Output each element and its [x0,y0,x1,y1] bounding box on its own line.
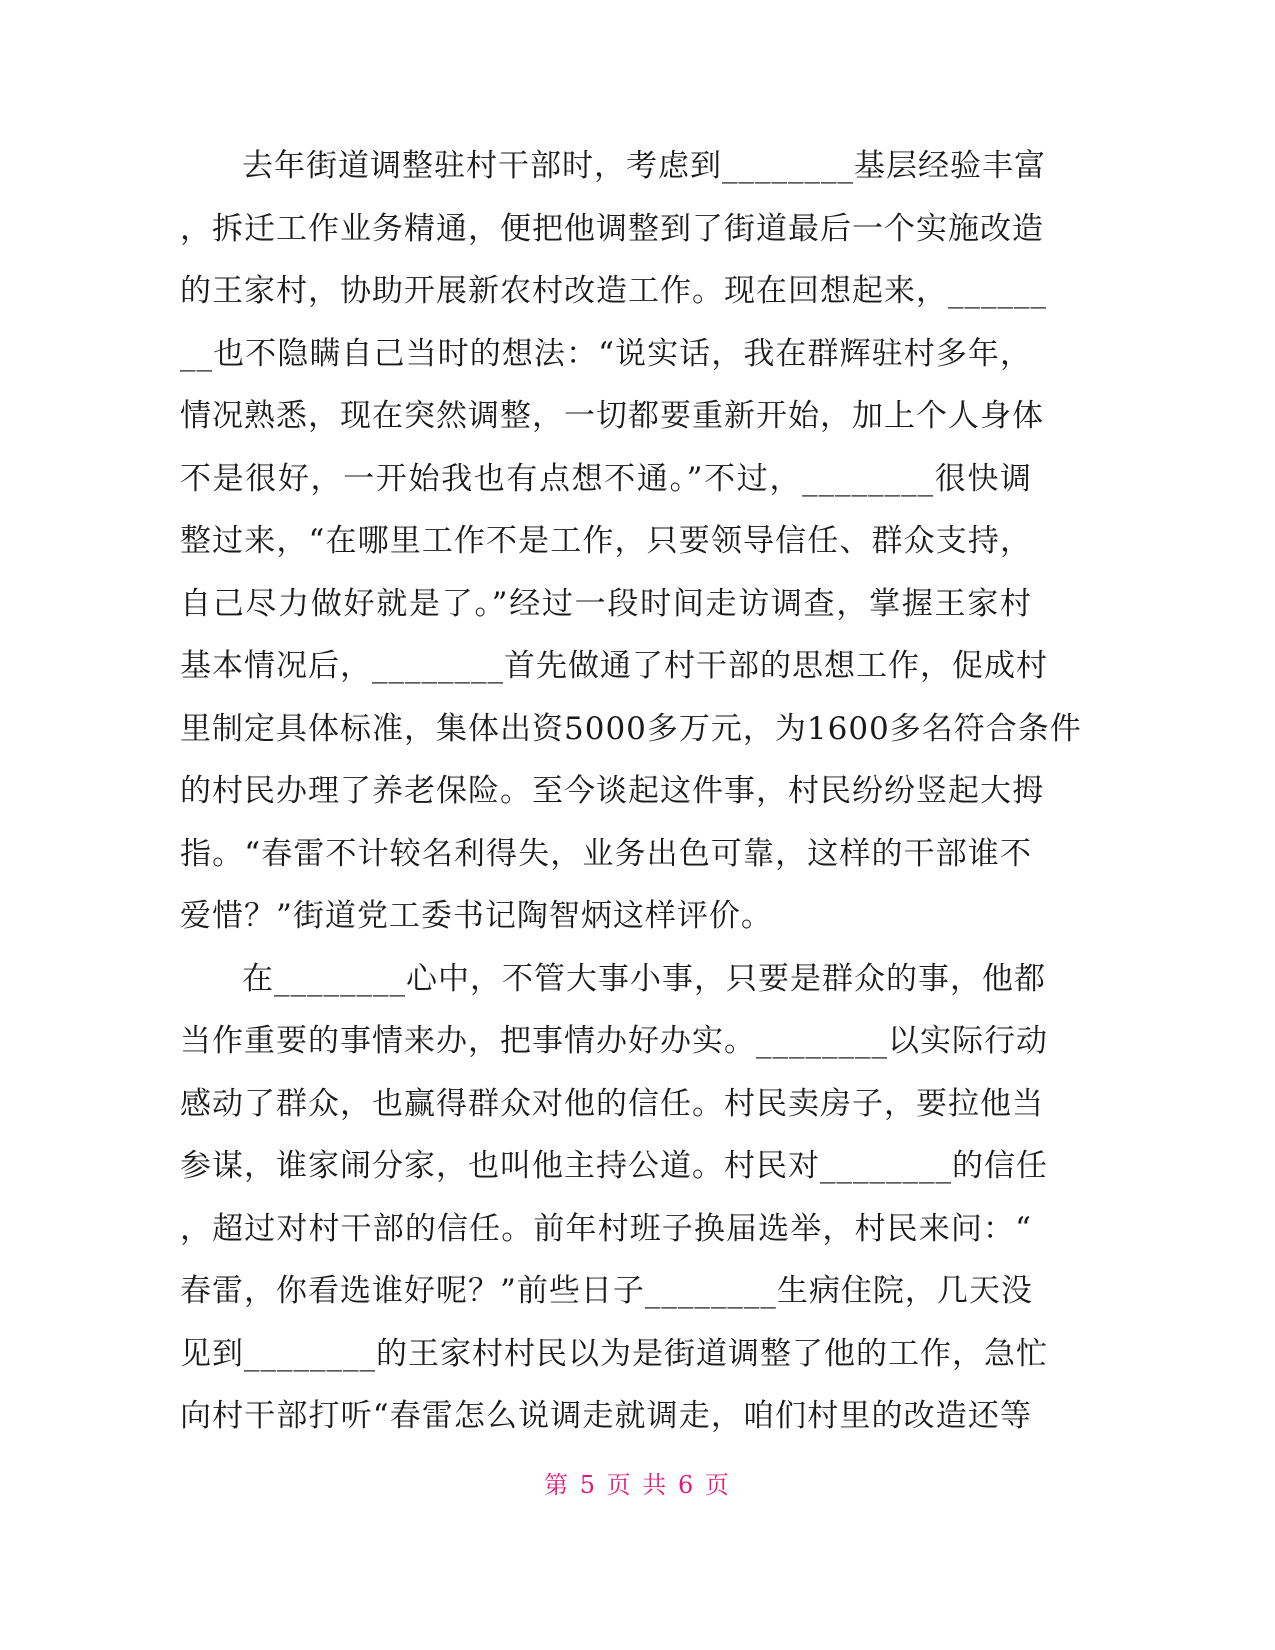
paragraph-1-line-6: 不是很好，一开始我也有点想不通。”不过，________很快调 [180,460,1032,497]
paragraph-2-line-2: 当作重要的事情来办，把事情办好办实。________以实际行动 [180,1023,1048,1059]
paragraph-1-line-4: __也不隐瞒自己当时的想法：“说实话，我在群辉驻村多年， [180,335,1032,372]
paragraph-1-line-9: 基本情况后，________首先做通了村干部的思想工作，促成村 [180,648,1048,684]
paragraph-2-line-1: 在________心中，不管大事小事，只要是群众的事，他都 [242,960,1046,997]
paragraph-1-line-7: 整过来，“在哪里工作不是工作，只要领导信任、群众支持， [180,523,1032,559]
paragraph-1-line-11: 的村民办理了养老保险。至今谈起这件事，村民纷纷竖起大拇 [180,773,1044,809]
paragraph-1-line-12: 指。“春雷不计较名利得失，业务出色可靠，这样的干部谁不 [180,835,1032,872]
paragraph-2-line-3: 感动了群众，也赢得群众对他的信任。村民卖房子，要拉他当 [180,1085,1044,1122]
paragraph-1-line-8: 自己尽力做好就是了。”经过一段时间走访调查，掌握王家村 [180,585,1032,622]
paragraph-2-line-5: ，超过对村干部的信任。前年村班子换届选举，村民来问：“ [180,1210,1032,1247]
paragraph-1-line-3: 的王家村，协助开展新农村改造工作。现在回想起来，______ [180,273,1047,309]
paragraph-1-line-5: 情况熟悉，现在突然调整，一切都要重新开始，加上个人身体 [180,398,1044,434]
document-body [180,135,1082,1448]
page-number: 第 5 页 共 6 页 [544,1471,731,1499]
paragraph-1-line-13: 爱惜？”街道党工委书记陶智炳这样评价。 [180,898,773,934]
paragraph-2-line-6: 春雷，你看选谁好呢？”前些日子________生病住院，几天没 [180,1273,1033,1309]
paragraph-1-line-1: 去年街道调整驻村干部时，考虑到________基层经验丰富 [242,148,1046,184]
paragraph-1-line-10: 里制定具体标准，集体出资5000多万元，为1600多名符合条件 [180,710,1082,747]
paragraph-2-line-8: 向村干部打听“春雷怎么说调走就调走，咱们村里的改造还等 [180,1398,1032,1434]
paragraph-2-line-7: 见到________的王家村村民以为是街道调整了他的工作，急忙 [180,1335,1048,1372]
paragraph-1-line-2: ，拆迁工作业务精通，便把他调整到了街道最后一个实施改造 [180,210,1044,247]
paragraph-2-line-4: 参谋，谁家闹分家，也叫他主持公道。村民对________的信任 [180,1148,1048,1184]
